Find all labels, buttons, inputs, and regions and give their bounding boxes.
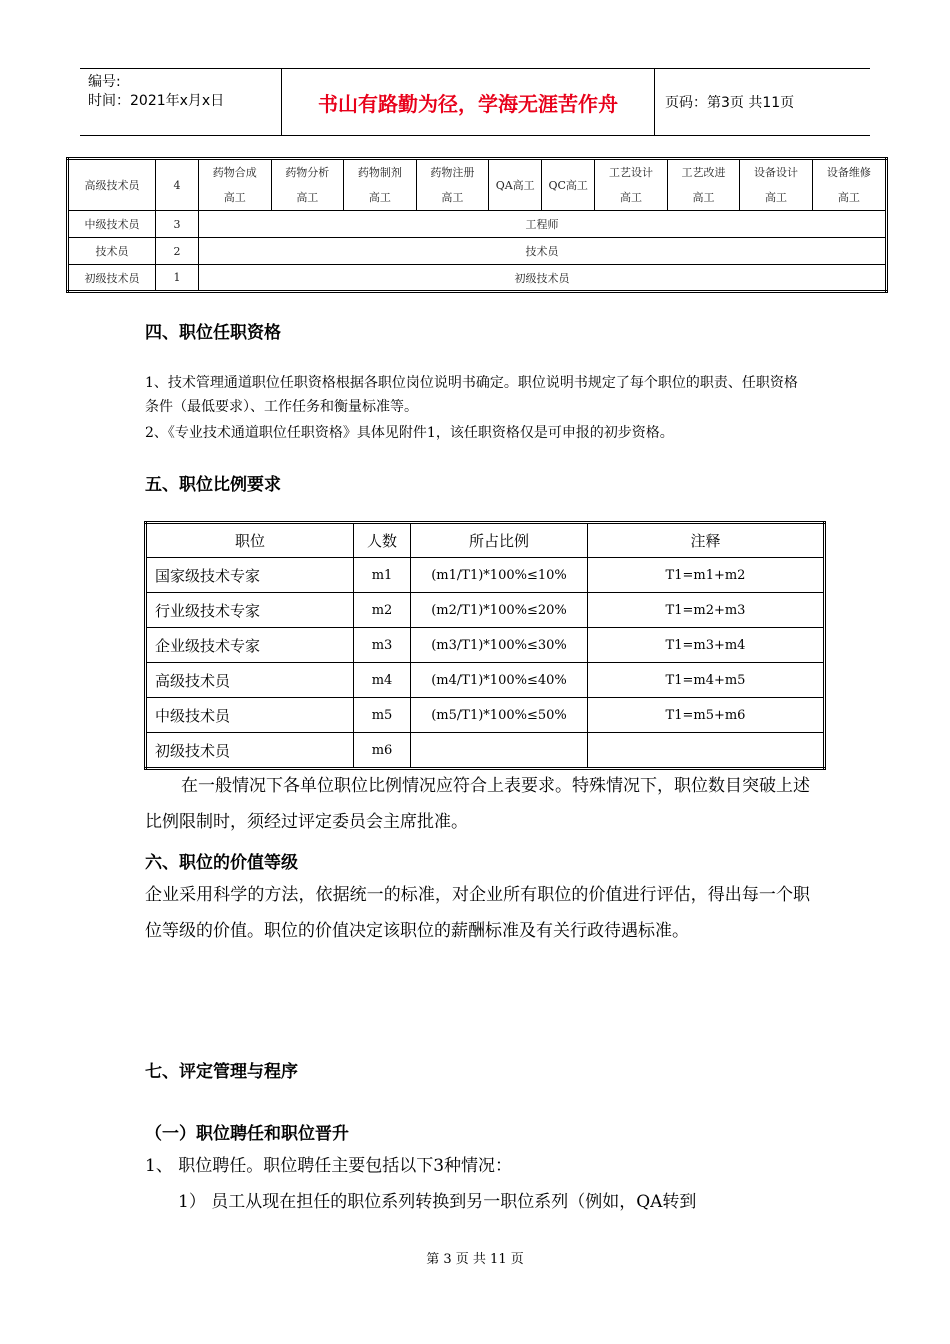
title-cell: 初级技术员 xyxy=(199,265,887,292)
specialty-cell: 药物合成 高工 xyxy=(199,159,272,211)
table-row xyxy=(146,593,825,628)
table-row xyxy=(146,733,825,769)
position-cell: 高级技术员 xyxy=(146,663,354,698)
paragraph: 1、技术管理通道职位任职资格根据各职位岗位说明书确定。职位说明书规定了每个职位的职责、任职资格条件（最低要求）、工作任务和衡量标准等。 xyxy=(145,375,798,415)
list-item: 1） 员工从现在担任的职位系列转换到另一职位系列（例如，QA转到 xyxy=(178,1192,697,1212)
column-header: 所占比例 xyxy=(411,523,588,558)
list-item: 1、 职位聘任。职位聘任主要包括以下3种情况： xyxy=(145,1156,513,1176)
level-table xyxy=(66,157,888,293)
table-row xyxy=(68,211,887,238)
position-cell: 国家级技术专家 xyxy=(146,558,354,593)
table-row xyxy=(68,238,887,265)
table-row xyxy=(68,265,887,292)
specialty-cell: 药物制剂 高工 xyxy=(344,159,417,211)
level-num-cell: 2 xyxy=(156,238,199,265)
count-cell: m5 xyxy=(354,698,411,733)
level-num-cell: 1 xyxy=(156,265,199,292)
specialty-cell: 设备维修 高工 xyxy=(812,159,886,211)
id-label: 编号: xyxy=(88,74,121,90)
column-header: 注释 xyxy=(588,523,825,558)
note-cell: T1=m4+m5 xyxy=(588,663,825,698)
count-cell: m3 xyxy=(354,628,411,663)
section-heading: 七、评定管理与程序 xyxy=(145,1062,298,1082)
ratio-cell: (m4/T1)*100%≤40% xyxy=(411,663,588,698)
table-row xyxy=(68,159,887,211)
subsection-heading: （一）职位聘任和职位晋升 xyxy=(145,1124,349,1144)
level-cell: 技术员 xyxy=(68,238,156,265)
level-num-cell: 3 xyxy=(156,211,199,238)
ratio-cell xyxy=(411,733,588,769)
header-motto: 书山有路勤为径，学海无涯苦作舟 xyxy=(282,69,655,135)
position-cell: 行业级技术专家 xyxy=(146,593,354,628)
paragraph: 在一般情况下各单位职位比例情况应符合上表要求。特殊情况下，职位数目突破上述比例限制时，须经过评定委员会主席批准。 xyxy=(145,776,810,832)
section-heading: 六、职位的价值等级 xyxy=(145,853,298,873)
position-cell: 初级技术员 xyxy=(146,733,354,769)
column-header: 职位 xyxy=(146,523,354,558)
specialty-cell: 工艺改进 高工 xyxy=(667,159,740,211)
title-cell: 技术员 xyxy=(199,238,887,265)
note-cell: T1=m1+m2 xyxy=(588,558,825,593)
specialty-cell: QC高工 xyxy=(542,159,595,211)
count-cell: m6 xyxy=(354,733,411,769)
page-footer: 第 3 页 共 11 页 xyxy=(426,1252,524,1267)
count-cell: m2 xyxy=(354,593,411,628)
level-cell: 中级技术员 xyxy=(68,211,156,238)
header-page-info: 页码：第3页 共11页 xyxy=(665,95,795,111)
note-cell: T1=m3+m4 xyxy=(588,628,825,663)
table-row xyxy=(146,628,825,663)
note-cell: T1=m5+m6 xyxy=(588,698,825,733)
header-meta xyxy=(80,69,282,135)
level-cell: 高级技术员 xyxy=(68,159,156,211)
specialty-cell: 设备设计 高工 xyxy=(740,159,813,211)
table-row xyxy=(146,558,825,593)
specialty-cell: 药物注册 高工 xyxy=(416,159,489,211)
count-cell: m4 xyxy=(354,663,411,698)
specialty-cell: 药物分析 高工 xyxy=(271,159,344,211)
time-label: 时间：2021年x月x日 xyxy=(88,93,225,109)
paragraph: 2、《专业技术通道职位任职资格》具体见附件1，该任职资格仅是可申报的初步资格。 xyxy=(145,425,674,441)
table-header-row xyxy=(146,523,825,558)
note-cell xyxy=(588,733,825,769)
position-cell: 企业级技术专家 xyxy=(146,628,354,663)
table-row xyxy=(146,663,825,698)
level-num-cell: 4 xyxy=(156,159,199,211)
ratio-cell: (m2/T1)*100%≤20% xyxy=(411,593,588,628)
count-cell: m1 xyxy=(354,558,411,593)
ratio-cell: (m3/T1)*100%≤30% xyxy=(411,628,588,663)
table-row xyxy=(146,698,825,733)
specialty-cell: 工艺设计 高工 xyxy=(595,159,668,211)
page-header xyxy=(80,68,870,136)
ratio-cell: (m5/T1)*100%≤50% xyxy=(411,698,588,733)
note-cell: T1=m2+m3 xyxy=(588,593,825,628)
specialty-cell: QA高工 xyxy=(489,159,542,211)
column-header: 人数 xyxy=(354,523,411,558)
section-heading: 四、职位任职资格 xyxy=(145,323,281,343)
position-cell: 中级技术员 xyxy=(146,698,354,733)
level-cell: 初级技术员 xyxy=(68,265,156,292)
ratio-cell: (m1/T1)*100%≤10% xyxy=(411,558,588,593)
section-heading: 五、职位比例要求 xyxy=(145,475,281,495)
ratio-table xyxy=(144,521,826,770)
paragraph: 企业采用科学的方法，依据统一的标准，对企业所有职位的价值进行评估，得出每一个职位等级的价值。职位的价值决定该职位的薪酬标准及有关行政待遇标准。 xyxy=(145,885,810,941)
title-cell: 工程师 xyxy=(199,211,887,238)
